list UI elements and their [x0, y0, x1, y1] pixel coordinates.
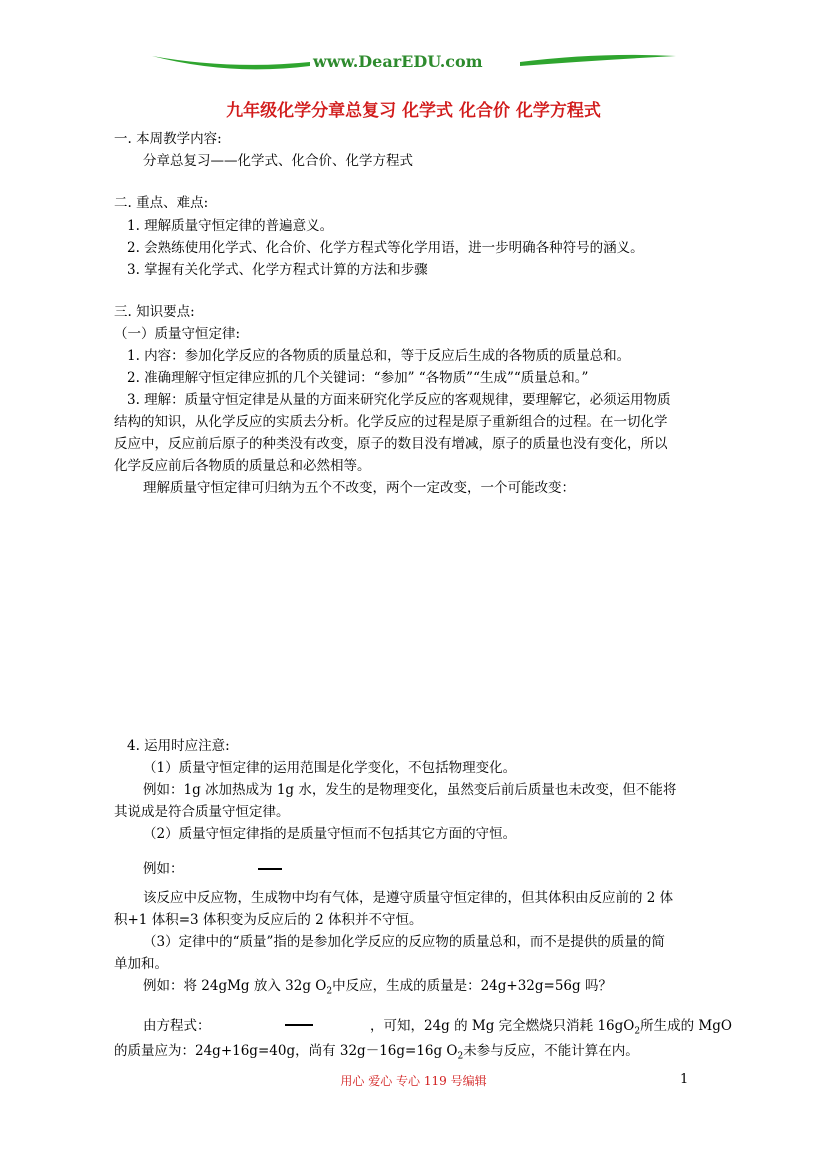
- example-3: [143, 975, 612, 1003]
- example-4: [370, 1015, 732, 1043]
- note-1: （1）质量守恒定律的运用范围是化学变化，不包括物理变化。: [143, 760, 517, 776]
- example-4-text-b: ，可知，24g 的 Mg 完全燃烧只消耗 16gO: [370, 1018, 635, 1034]
- example-3-subscript: 2: [326, 986, 333, 997]
- section-3-item-3-line-1: 3. 理解：质量守恒定律是从量的方面来研究化学反应的客观规律，要理解它，必须运用物质: [127, 392, 671, 408]
- page-title: 九年级化学分章总复习 化学式 化合价 化学方程式: [226, 101, 601, 121]
- section-4-heading: 4. 运用时应注意:: [127, 738, 230, 754]
- section-3-item-2: 2. 准确理解守恒定律应抓的几个关键词：“参加” “各物质”“生成”“质量总和。”: [127, 370, 589, 386]
- section-3-summary: 理解质量守恒定律可归纳为五个不改变，两个一定改变，一个可能改变：: [143, 480, 575, 496]
- example-5: [114, 1040, 639, 1068]
- example-2-label: 例如：: [143, 861, 184, 877]
- site-url[interactable]: www.DearEDU.com: [313, 52, 483, 71]
- section-1-heading: 一. 本周教学内容:: [114, 131, 222, 147]
- section-2-item-3: 3. 掌握有关化学式、化学方程式计算的方法和步骤: [127, 262, 428, 278]
- section-3-item-1: 1. 内容：参加化学反应的各物质的质量总和，等于反应后生成的各物质的质量总和。: [127, 348, 631, 364]
- note-3-line-2: 单加和。: [114, 956, 168, 972]
- note-3-line-1: （3）定律中的“质量”指的是参加化学反应的反应物的质量总和，而不是提供的质量的简: [143, 934, 665, 950]
- example-4-label: 由方程式：: [143, 1018, 211, 1034]
- note-2: （2）质量守恒定律指的是质量守恒而不包括其它方面的守恒。: [143, 826, 517, 842]
- section-3-item-3-line-3: 反应中，反应前后原子的种类没有改变，原子的数目没有增减，原子的质量也没有变化，所以: [114, 436, 668, 452]
- example-5-text-a: 的质量应为：24g+16g=40g，尚有 32g－16g=16g O: [114, 1043, 458, 1059]
- section-3-heading: 三. 知识要点:: [114, 304, 195, 320]
- footer-text: 用心 爱心 专心 119 号编辑: [340, 1074, 487, 1088]
- page-number: 1: [680, 1072, 689, 1087]
- example-2-text-line-1: 该反应中反应物，生成物中均有气体，是遵守质量守恒定律的，但其体积由反应前的 2 体: [143, 890, 674, 906]
- section-2-heading: 二. 重点、难点:: [114, 195, 209, 211]
- section-2-item-1: 1. 理解质量守恒定律的普遍意义。: [127, 218, 334, 234]
- example-1-line-2: 其说成是符合质量守恒定律。: [114, 804, 290, 820]
- equation-sign-2: [285, 1024, 313, 1026]
- section-2-item-2: 2. 会熟练使用化学式、化合价、化学方程式等化学用语，进一步明确各种符号的涵义。: [127, 240, 644, 256]
- example-4-text-c: 所生成的 MgO: [640, 1018, 732, 1034]
- example-3-text-b: 中反应，生成的质量是：24g+32g=56g 吗？: [332, 978, 612, 994]
- example-2-text-line-2: 积+1 体积=3 体积变为反应后的 2 体积并不守恒。: [114, 912, 423, 928]
- example-1-line-1: 例如：1g 冰加热成为 1g 水，发生的是物理变化，虽然变后前后质量也未改变，但不能将: [143, 782, 677, 798]
- example-5-text-b: 未参与反应，不能计算在内。: [463, 1043, 639, 1059]
- section-1-content: 分章总复习——化学式、化合价、化学方程式: [143, 153, 413, 169]
- example-4-subscript: 2: [634, 1026, 641, 1037]
- section-3-item-3-line-4: 化学反应前后各物质的质量总和必然相等。: [114, 458, 371, 474]
- example-3-text-a: 例如：将 24gMg 放入 32g O: [143, 978, 327, 994]
- section-3-sub-1: （一）质量守恒定律:: [114, 326, 241, 342]
- equation-sign-1: [258, 868, 282, 870]
- section-3-item-3-line-2: 结构的知识，从化学反应的实质去分析。化学反应的过程是原子重新组合的过程。在一切化学: [114, 414, 668, 430]
- example-5-subscript: 2: [457, 1051, 464, 1062]
